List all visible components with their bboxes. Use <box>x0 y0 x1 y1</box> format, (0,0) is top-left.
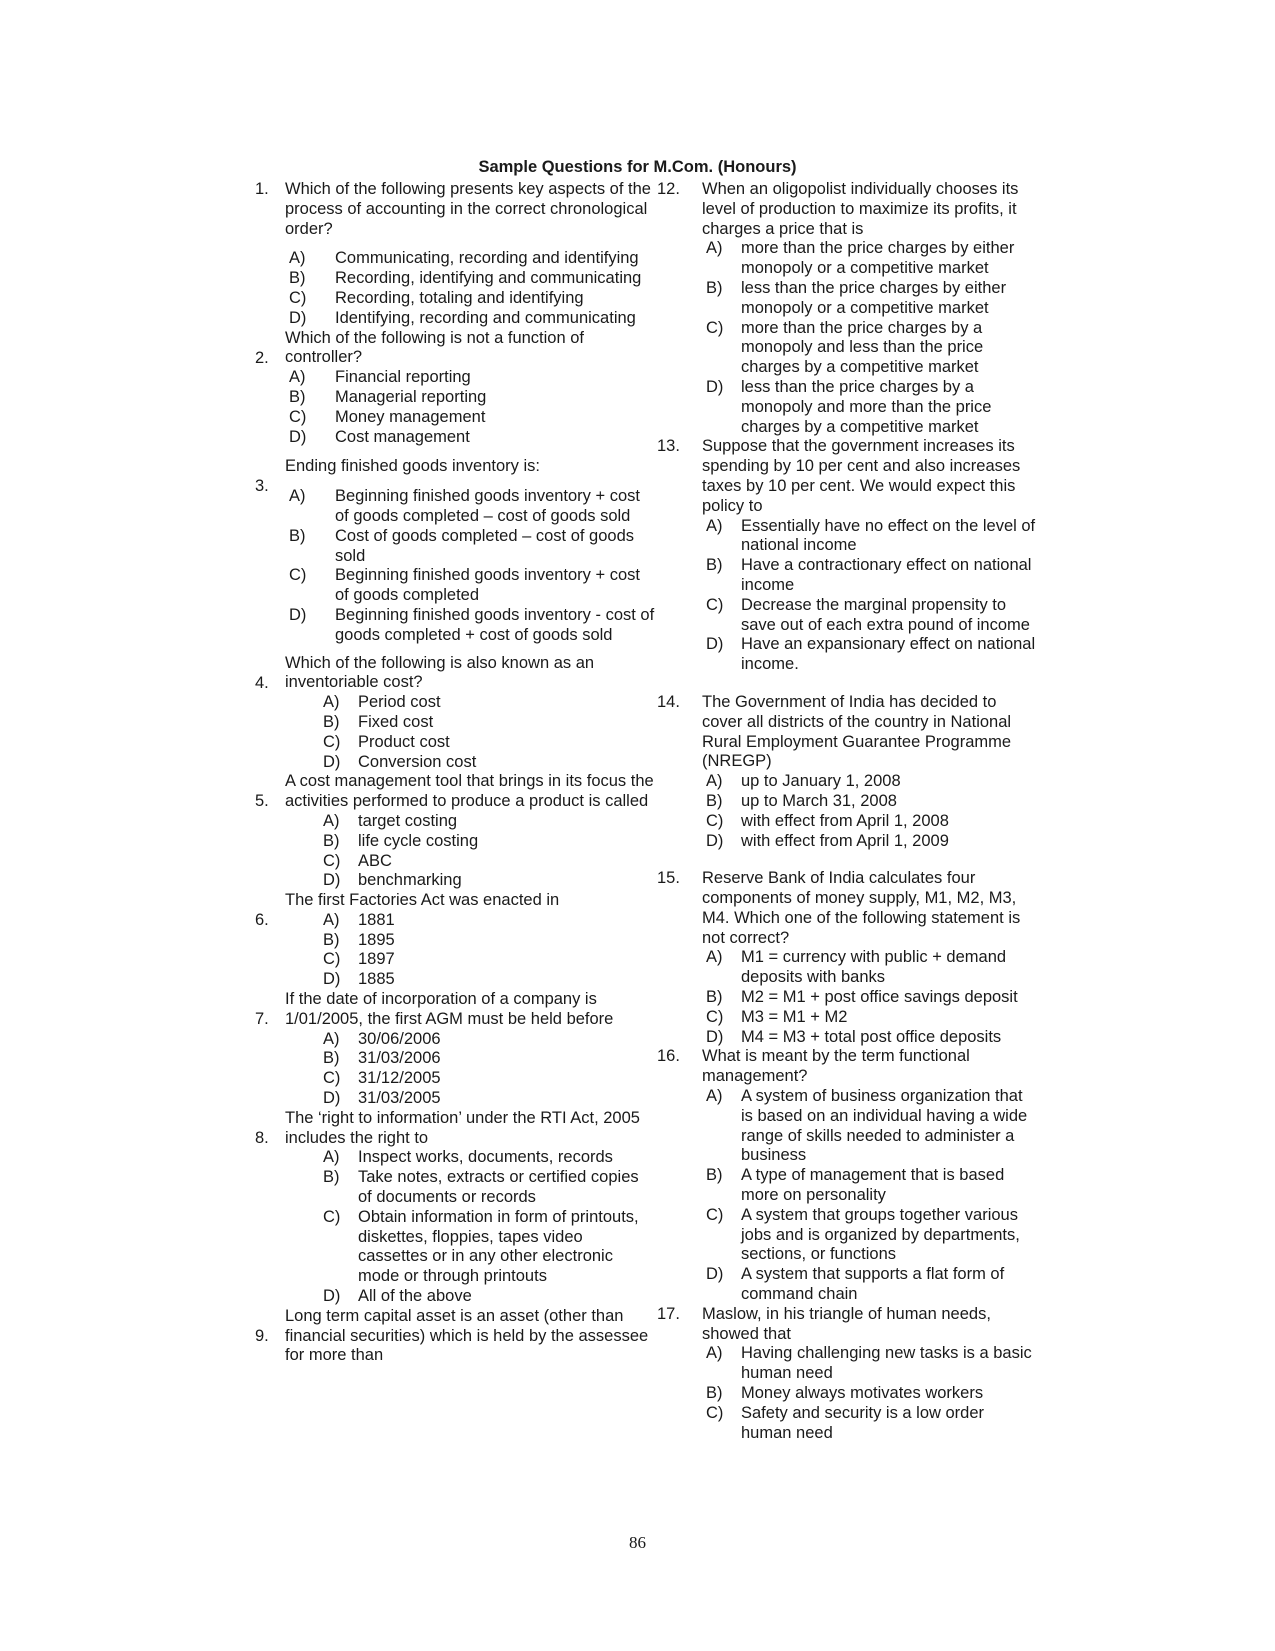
option-label: D) <box>323 970 341 989</box>
option-b <box>289 269 655 289</box>
question-number: 14. <box>657 692 680 711</box>
option-text: Identifying, recording and communicating <box>335 308 636 327</box>
option-label: B) <box>706 988 723 1007</box>
option-c <box>706 596 1037 636</box>
question-1 <box>255 180 655 329</box>
question-17 <box>657 1305 1037 1444</box>
option-text: Decrease the marginal propensity to save out of each extra pound of income <box>741 595 1030 634</box>
option-c <box>706 319 1037 378</box>
question-13 <box>657 437 1037 675</box>
question-text: Which of the following is not a function of controller? <box>285 328 584 367</box>
option-text: M4 = M3 + total post office deposits <box>741 1027 1002 1046</box>
option-label: C) <box>323 1207 341 1226</box>
option-text: Essentially have no effect on the level of national income <box>741 516 1036 555</box>
option-label: D) <box>289 427 307 446</box>
question-8 <box>255 1109 655 1307</box>
option-label: B) <box>706 278 723 297</box>
option-text: with effect from April 1, 2008 <box>741 811 949 830</box>
option-b <box>706 988 1037 1008</box>
option-text: up to January 1, 2008 <box>741 772 901 791</box>
option-label: C) <box>706 318 724 337</box>
option-text: Period cost <box>358 693 441 712</box>
option-label: A) <box>323 910 340 929</box>
question-number: 7. <box>255 1010 269 1029</box>
question-12 <box>657 180 1037 437</box>
option-label: A) <box>289 249 306 268</box>
option-label: B) <box>323 831 340 850</box>
option-label: D) <box>323 871 341 890</box>
option-label: B) <box>706 556 723 575</box>
option-text: 30/06/2006 <box>358 1029 441 1048</box>
option-text: Cost management <box>335 427 470 446</box>
option-d <box>706 1265 1037 1305</box>
option-label: C) <box>323 732 341 751</box>
option-text: 1895 <box>358 930 395 949</box>
option-label: D) <box>706 377 724 396</box>
option-c <box>323 1069 655 1089</box>
options-list <box>323 1030 655 1109</box>
option-label: D) <box>706 831 724 850</box>
option-a <box>706 517 1037 557</box>
option-label: B) <box>706 1384 723 1403</box>
options-list <box>289 487 655 645</box>
question-text: The first Factories Act was enacted in <box>285 891 560 910</box>
left-column <box>255 180 655 1366</box>
option-text: Money always motivates workers <box>741 1384 984 1403</box>
question-number: 1. <box>255 180 269 198</box>
option-text: target costing <box>358 811 458 830</box>
option-c <box>323 950 655 970</box>
question-text: What is meant by the term functional management? <box>702 1047 970 1086</box>
option-c <box>289 289 655 309</box>
option-text: Having challenging new tasks is a basic human need <box>741 1344 1032 1383</box>
option-d <box>323 1089 655 1109</box>
option-c <box>289 408 655 428</box>
option-label: C) <box>706 1205 724 1224</box>
option-d <box>706 832 1037 852</box>
options-list <box>706 772 1037 851</box>
option-b <box>289 527 655 567</box>
option-d <box>323 970 655 990</box>
option-label: C) <box>706 1403 724 1422</box>
option-text: A type of management that is based more on personality <box>741 1166 1005 1205</box>
option-label: C) <box>706 1007 724 1026</box>
option-b <box>323 1049 655 1069</box>
option-label: A) <box>706 1344 723 1363</box>
question-text: When an oligopolist individually chooses its level of production to maximize its profits, it charges a price that is <box>702 180 1019 238</box>
option-b <box>323 1168 655 1208</box>
option-a <box>706 1344 1037 1384</box>
question-text: The Government of India has decided to cover all districts of the country in National Rural Employment Guarantee Programme (NREGP) <box>702 692 1012 771</box>
option-d <box>323 1287 655 1307</box>
question-text: Suppose that the government increases its spending by 10 per cent and also increases taxes by 10 per cent. We would expect this policy to <box>702 437 1021 515</box>
option-text: up to March 31, 2008 <box>741 791 897 810</box>
options-list <box>323 911 655 990</box>
question-number: 5. <box>255 792 269 811</box>
options-list <box>323 812 655 891</box>
option-text: life cycle costing <box>358 831 479 850</box>
question-14 <box>657 693 1037 851</box>
option-label: C) <box>323 851 341 870</box>
options-list <box>706 239 1037 437</box>
question-text: Reserve Bank of India calculates four components of money supply, M1, M2, M3, M4. Which one of the following statement is not correct? <box>702 869 1021 947</box>
page-number: 86 <box>629 1533 646 1552</box>
question-number: 4. <box>255 673 269 692</box>
option-text: Managerial reporting <box>335 387 487 406</box>
option-label: B) <box>323 1049 340 1068</box>
option-text: Recording, totaling and identifying <box>335 288 584 307</box>
options-list <box>289 249 655 328</box>
question-4 <box>255 654 655 773</box>
option-text: Beginning finished goods inventory + cost of goods completed <box>335 566 640 605</box>
option-text: Have an expansionary effect on national income. <box>741 635 1036 674</box>
options-list <box>289 368 655 447</box>
question-7 <box>255 990 655 1109</box>
question-6 <box>255 891 655 990</box>
option-text: Fixed cost <box>358 712 434 731</box>
option-text: Communicating, recording and identifying <box>335 249 639 268</box>
options-list <box>706 1344 1037 1443</box>
option-text: 31/03/2006 <box>358 1049 441 1068</box>
option-text: benchmarking <box>358 871 462 890</box>
option-text: Beginning finished goods inventory + cost of goods completed – cost of goods sold <box>335 487 640 525</box>
option-text: 1881 <box>358 910 395 929</box>
option-text: less than the price charges by a monopoly and more than the price charges by a competitive market <box>741 377 992 436</box>
option-c <box>323 852 655 872</box>
option-b <box>323 832 655 852</box>
option-b <box>706 556 1037 596</box>
question-number: 2. <box>255 348 269 367</box>
option-c <box>289 566 655 606</box>
option-a <box>323 1148 655 1168</box>
option-d <box>706 1028 1037 1048</box>
option-label: C) <box>289 288 307 307</box>
option-d <box>289 606 655 646</box>
option-text: M1 = currency with public + demand deposits with banks <box>741 948 1007 987</box>
question-number: 3. <box>255 477 269 496</box>
option-label: B) <box>323 1168 340 1187</box>
option-label: D) <box>323 1287 341 1306</box>
question-2 <box>255 329 655 448</box>
option-a <box>706 948 1037 988</box>
option-a <box>323 812 655 832</box>
option-label: C) <box>289 407 307 426</box>
option-text: Product cost <box>358 732 450 751</box>
option-label: D) <box>706 1027 724 1046</box>
option-b <box>706 792 1037 812</box>
question-number: 15. <box>657 869 680 888</box>
option-text: more than the price charges by a monopoly and less than the price charges by a competitive market <box>741 318 984 377</box>
option-a <box>289 368 655 388</box>
question-number: 6. <box>255 911 269 930</box>
option-label: A) <box>323 1029 340 1048</box>
option-a <box>706 1087 1037 1166</box>
right-column <box>657 180 1037 1443</box>
option-d <box>323 871 655 891</box>
option-label: A) <box>289 487 306 506</box>
option-label: D) <box>706 1265 724 1284</box>
page-title: Sample Questions for M.Com. (Honours) <box>478 158 797 176</box>
option-text: Financial reporting <box>335 368 471 387</box>
option-label: B) <box>706 1166 723 1185</box>
option-text: Inspect works, documents, records <box>358 1148 613 1167</box>
question-text: Maslow, in his triangle of human needs, showed that <box>702 1304 991 1343</box>
option-b <box>706 1384 1037 1404</box>
option-a <box>706 239 1037 279</box>
question-number: 8. <box>255 1128 269 1147</box>
question-number: 16. <box>657 1047 680 1066</box>
option-text: 31/03/2005 <box>358 1089 441 1108</box>
question-text: Long term capital asset is an asset (other than financial securities) which is held by the assessee for more than <box>285 1306 649 1365</box>
option-label: D) <box>289 308 307 327</box>
question-text: If the date of incorporation of a company is 1/01/2005, the first AGM must be held before <box>285 990 614 1028</box>
option-label: D) <box>323 752 341 771</box>
option-a <box>289 249 655 269</box>
question-text: Which of the following is also known as an inventoriable cost? <box>285 653 595 692</box>
option-text: Recording, identifying and communicating <box>335 269 642 288</box>
option-label: C) <box>289 566 307 585</box>
option-a <box>323 911 655 931</box>
option-d <box>323 753 655 773</box>
option-a <box>323 693 655 713</box>
option-label: B) <box>706 791 723 810</box>
option-b <box>323 931 655 951</box>
options-list <box>706 1087 1037 1305</box>
option-text: All of the above <box>358 1287 472 1306</box>
option-c <box>706 1404 1037 1444</box>
option-text: M3 = M1 + M2 <box>741 1007 848 1026</box>
option-label: B) <box>323 930 340 949</box>
option-c <box>323 1208 655 1287</box>
option-label: A) <box>706 1087 723 1106</box>
option-text: Beginning finished goods inventory - cost of goods completed + cost of goods sold <box>335 605 655 644</box>
option-a <box>323 1030 655 1050</box>
question-text: Which of the following presents key aspects of the process of accounting in the correct chronological order? <box>285 180 651 238</box>
option-label: A) <box>706 516 723 535</box>
option-c <box>706 1008 1037 1028</box>
question-number: 9. <box>255 1326 269 1345</box>
option-b <box>706 1166 1037 1206</box>
option-text: ABC <box>358 851 392 870</box>
option-b <box>289 388 655 408</box>
option-b <box>323 713 655 733</box>
option-label: B) <box>289 387 306 406</box>
option-a <box>706 772 1037 792</box>
option-text: Take notes, extracts or certified copies of documents or records <box>358 1168 639 1207</box>
option-text: with effect from April 1, 2009 <box>741 831 949 850</box>
option-label: A) <box>706 239 723 258</box>
option-label: D) <box>289 605 307 624</box>
question-16 <box>657 1047 1037 1304</box>
option-label: B) <box>323 712 340 731</box>
option-text: M2 = M1 + post office savings deposit <box>741 988 1018 1007</box>
question-number: 13. <box>657 437 680 456</box>
option-d <box>706 635 1037 675</box>
option-text: more than the price charges by either monopoly or a competitive market <box>741 239 1015 278</box>
option-text: A system that supports a flat form of command chain <box>741 1265 1005 1304</box>
option-label: B) <box>289 269 306 288</box>
option-text: Safety and security is a low order human need <box>741 1403 985 1442</box>
option-label: A) <box>706 772 723 791</box>
question-3 <box>255 457 655 645</box>
option-label: A) <box>289 368 306 387</box>
option-text: Have a contractionary effect on national income <box>741 556 1032 594</box>
option-b <box>706 279 1037 319</box>
option-label: A) <box>323 1148 340 1167</box>
option-text: Cost of goods completed – cost of goods sold <box>335 526 635 565</box>
option-label: D) <box>706 635 724 654</box>
question-text: The ‘right to information’ under the RTI Act, 2005 includes the right to <box>285 1108 640 1147</box>
options-list <box>323 693 655 772</box>
option-d <box>289 428 655 448</box>
question-number: 17. <box>657 1304 680 1323</box>
option-label: A) <box>706 948 723 967</box>
option-label: C) <box>323 950 341 969</box>
option-label: C) <box>323 1069 341 1088</box>
question-9 <box>255 1307 655 1366</box>
option-text: Money management <box>335 407 486 426</box>
option-label: A) <box>323 693 340 712</box>
option-c <box>706 812 1037 832</box>
option-label: C) <box>706 595 724 614</box>
question-text: Ending finished goods inventory is: <box>285 457 540 476</box>
option-text: 1897 <box>358 950 395 969</box>
option-label: D) <box>323 1089 341 1108</box>
option-text: 31/12/2005 <box>358 1069 441 1088</box>
option-text: A system that groups together various jobs and is organized by departments, sections, or functions <box>741 1205 1020 1264</box>
option-text: less than the price charges by either monopoly or a competitive market <box>741 278 1007 317</box>
question-number: 12. <box>657 180 680 198</box>
option-d <box>706 378 1037 437</box>
option-text: 1885 <box>358 970 395 989</box>
option-text: Conversion cost <box>358 752 477 771</box>
options-list <box>706 948 1037 1047</box>
option-text: A system of business organization that is based on an individual having a wide range of skills needed to administer a business <box>741 1087 1028 1165</box>
question-5 <box>255 772 655 891</box>
options-list <box>706 517 1037 675</box>
option-label: A) <box>323 811 340 830</box>
options-list <box>323 1148 655 1306</box>
option-label: C) <box>706 811 724 830</box>
question-15 <box>657 869 1037 1047</box>
question-text: A cost management tool that brings in its focus the activities performed to produce a product is called <box>285 772 654 811</box>
option-c <box>706 1206 1037 1265</box>
option-c <box>323 733 655 753</box>
option-a <box>289 487 655 527</box>
option-label: B) <box>289 526 306 545</box>
option-d <box>289 309 655 329</box>
option-text: Obtain information in form of printouts, diskettes, floppies, tapes video cassettes or in any other electronic mode or through printouts <box>358 1207 639 1286</box>
